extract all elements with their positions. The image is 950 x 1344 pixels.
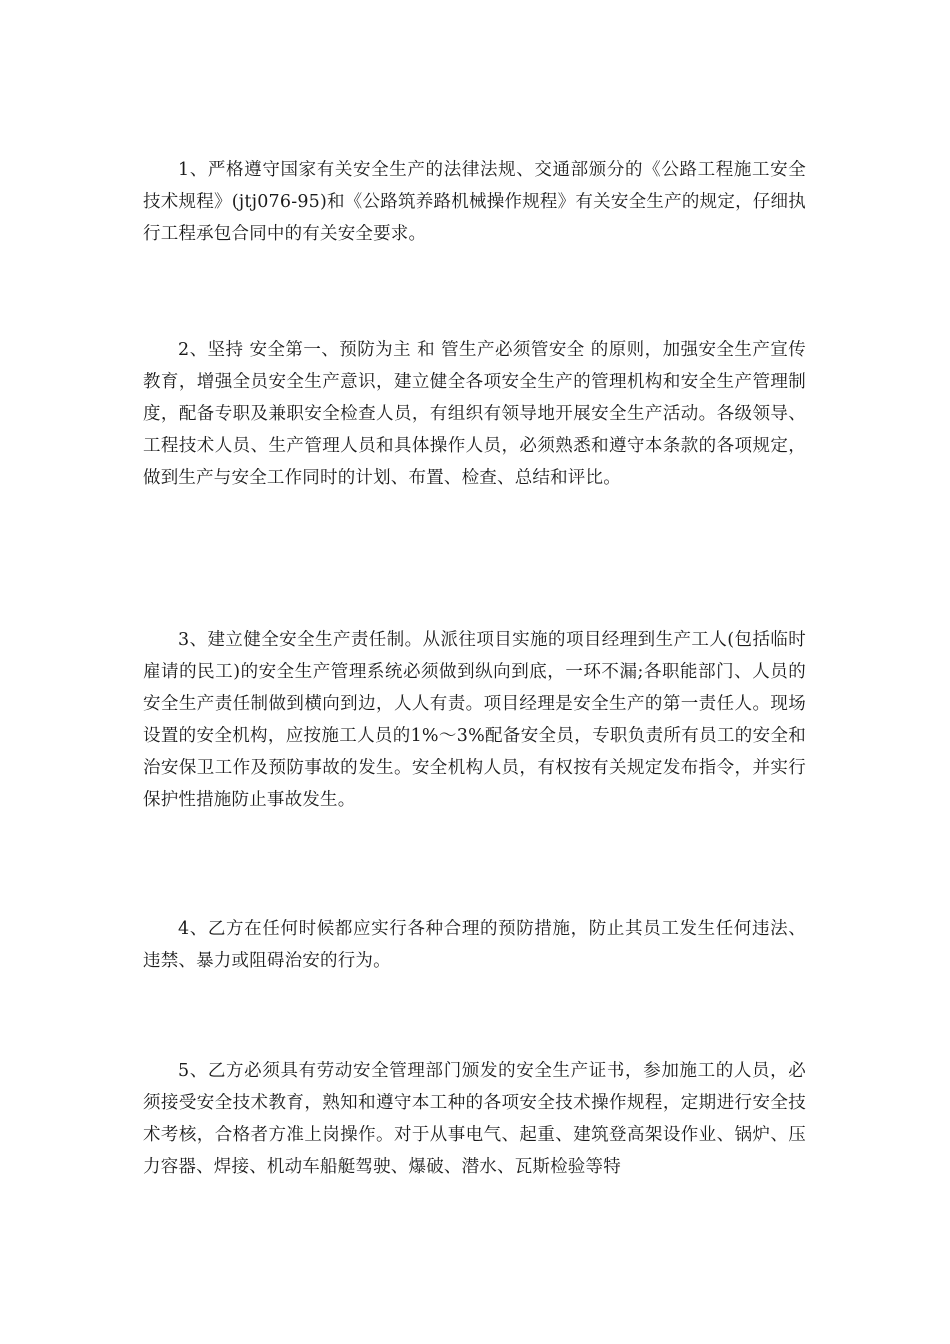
paragraph-5: 5、乙方必须具有劳动安全管理部门颁发的安全生产证书，参加施工的人员，必须接受安全技术教育，熟知和遵守本工种的各项安全技术操作规程，定期进行安全技术考核，合格者方准上岗操作。对于从事电气、起重、建筑登高架设作业、锅炉、压力容器、焊接、机动车船艇驾驶、爆破、潜水、瓦斯检验等特 — [143, 1061, 806, 1177]
paragraph-1: 1、严格遵守国家有关安全生产的法律法规、交通部颁分的《公路工程施工安全技术规程》(jtj076-95)和《公路筑养路机械操作规程》有关安全生产的规定，仔细执行工程承包合同中的有关安全要求。 — [143, 160, 806, 244]
paragraph-3: 3、建立健全安全生产责任制。从派往项目实施的项目经理到生产工人(包括临时雇请的民工)的安全生产管理系统必须做到纵向到底，一环不漏;各职能部门、人员的安全生产责任制做到横向到边，人人有责。项目经理是安全生产的第一责任人。现场设置的安全机构，应按施工人员的1%～3%配备安全员，专职负责所有员工的安全和治安保卫工作及预防事故的发生。安全机构人员，有权按有关规定发布指令，并实行保护性措施防止事故发生。 — [143, 630, 806, 810]
paragraph-4: 4、乙方在任何时候都应实行各种合理的预防措施，防止其员工发生任何违法、违禁、暴力或阻碍治安的行为。 — [143, 919, 806, 971]
paragraph-2: 2、坚持 安全第一、预防为主 和 管生产必须管安全 的原则，加强安全生产宣传教育，增强全员安全生产意识，建立健全各项安全生产的管理机构和安全生产管理制度，配备专职及兼职安全检查人员，有组织有领导地开展安全生产活动。各级领导、工程技术人员、生产管理人员和具体操作人员，必须熟悉和遵守本条款的各项规定，做到生产与安全工作同时的计划、布置、检查、总结和评比。 — [143, 340, 806, 488]
